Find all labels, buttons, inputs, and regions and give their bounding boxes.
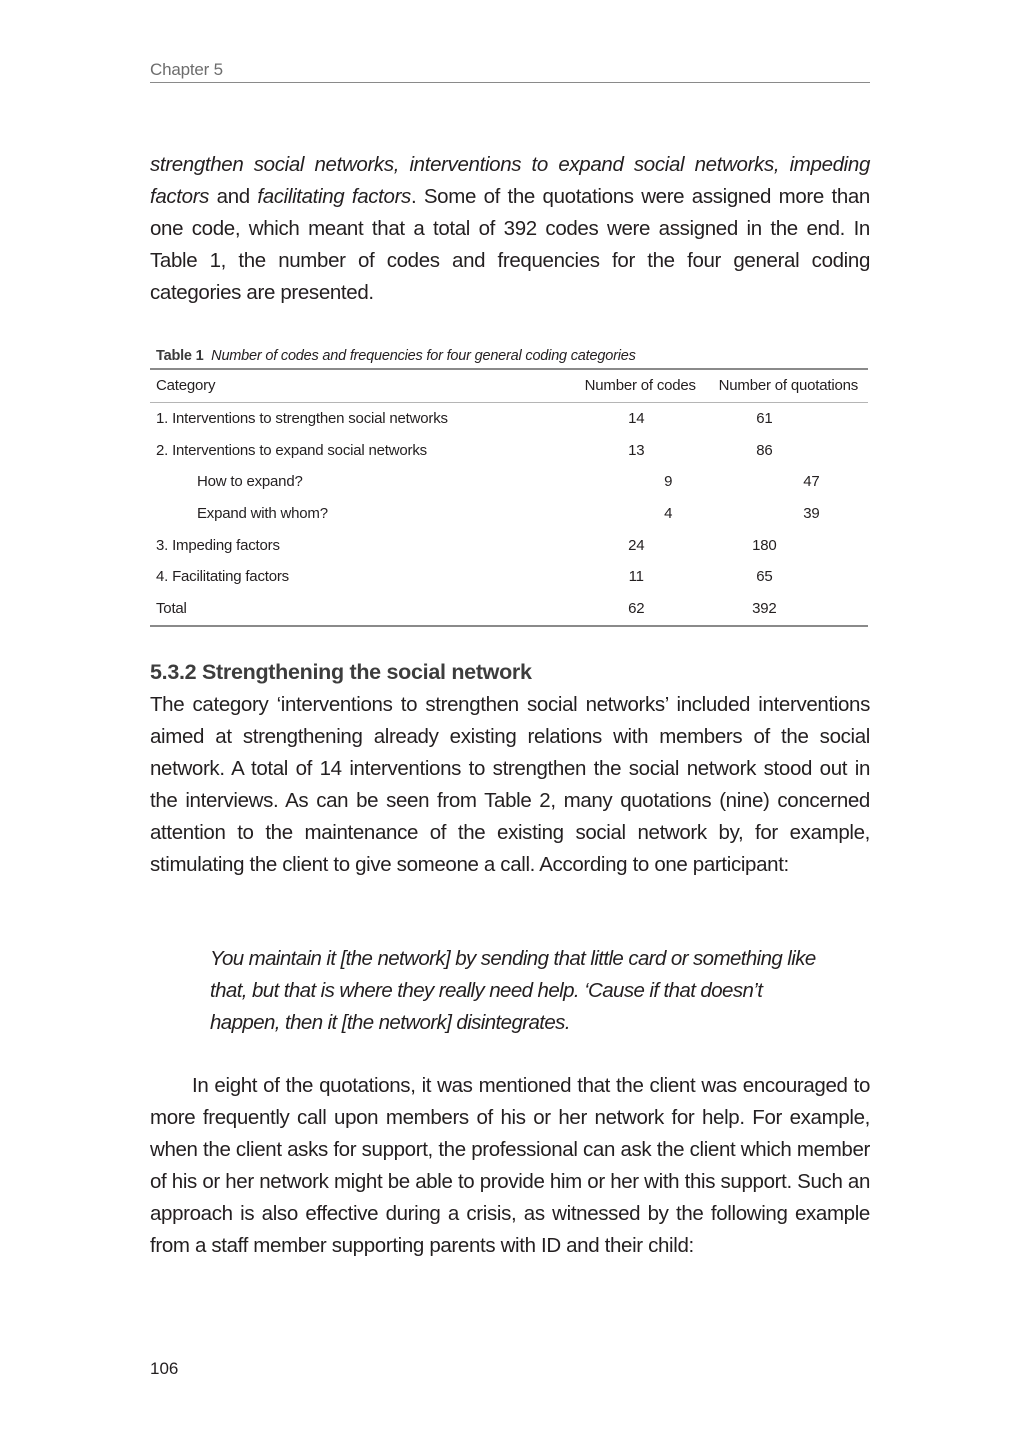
table-caption [150, 344, 868, 370]
section-heading: 5.3.2 Strengthening the social network [150, 660, 532, 684]
row-codes: 13 [628, 441, 645, 459]
table-subrow [150, 466, 868, 498]
page-number: 106 [150, 1359, 179, 1378]
table-row [150, 561, 868, 593]
table-1 [150, 344, 868, 627]
section-paragraph-1: The category ‘interventions to strengthen social networks’ included interventions aimed at strengthening already existing relations with members of the social network. A total of 14 interventions to strengthen the social network stood out in the interviews. As can be seen from Table 2, many quotations (nine) concerned attention to the maintenance of the existing social network by, for example, stimulating the client to give someone a call. According to one participant: [150, 693, 870, 876]
row-quotations: 392 [752, 600, 777, 618]
row-codes: 62 [628, 600, 645, 618]
table-row [150, 434, 868, 466]
row-codes: 11 [628, 568, 644, 586]
row-category: How to expand? [197, 473, 303, 491]
table-subrow [150, 498, 868, 530]
row-quotations: 65 [756, 568, 773, 586]
intro-italic-1: strengthen social networks, interventions to expand social networks, impeding factors [150, 153, 870, 208]
row-quotations: 86 [756, 441, 773, 459]
row-codes: 4 [664, 505, 673, 523]
table-header-row [150, 370, 868, 402]
intro-italic-3: facilitating factors [257, 185, 411, 208]
table-total-row [150, 593, 868, 626]
row-category: 4. Facilitating factors [156, 568, 289, 586]
intro-paragraph [150, 149, 870, 309]
header-codes: Number of codes [572, 370, 709, 402]
table-title: Number of codes and frequencies for four general coding categories [211, 348, 636, 364]
row-category: Expand with whom? [197, 505, 328, 523]
table-row [150, 529, 868, 561]
table-row [150, 402, 868, 434]
section-paragraph-2: In eight of the quotations, it was mentioned that the client was encouraged to more frequently call upon members of his or her network for help. For example, when the client asks for support, the professional can ask the client which member of his or her network might be able to provide him or her with this support. Such an approach is also effective during a crisis, as witnessed by the following example from a staff member supporting parents with ID and their child: [150, 1074, 870, 1257]
participant-quote: You maintain it [the network] by sending that little card or something like that, but that is where they really need help. ‘Cause if that doesn’t happen, then it [the network] disintegrates. [210, 947, 816, 1034]
table-label: Table 1 [156, 348, 204, 364]
row-codes: 14 [628, 410, 645, 428]
row-category: 3. Impeding factors [156, 536, 280, 554]
intro-text-2: and [209, 185, 258, 208]
header-category: Category [150, 370, 572, 402]
row-category: 1. Interventions to strengthen social networks [156, 410, 448, 428]
row-quotations: 47 [803, 473, 820, 491]
running-head [150, 58, 870, 83]
row-quotations: 180 [752, 536, 777, 554]
row-codes: 9 [664, 473, 673, 491]
header-quotations: Number of quotations [709, 370, 868, 402]
row-category: Total [150, 593, 572, 626]
row-quotations: 39 [803, 505, 820, 523]
row-codes: 24 [628, 536, 645, 554]
chapter-label: Chapter 5 [150, 60, 223, 79]
codes-table [150, 370, 868, 627]
intro-text-4: . Some of the quotations were assigned more than one code, which meant that a total of 392 codes were assigned in the end. In Table 1, the number of codes and frequencies for the four general coding categories are presented. [150, 185, 870, 304]
row-category: 2. Interventions to expand social networks [156, 441, 427, 459]
row-quotations: 61 [756, 410, 773, 428]
